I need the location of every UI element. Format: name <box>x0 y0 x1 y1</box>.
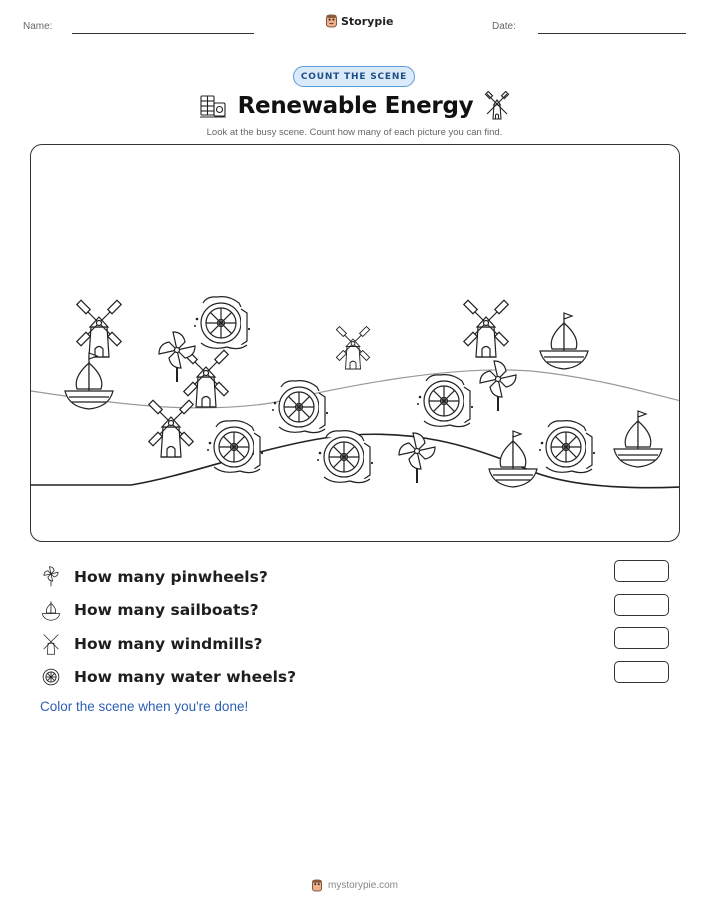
sailboat <box>489 431 537 487</box>
windmill-icon <box>483 91 511 121</box>
water-wheel <box>539 421 595 473</box>
pinwheel <box>480 361 516 411</box>
windmill <box>184 350 228 407</box>
sailboat <box>65 353 113 409</box>
windmill <box>149 400 193 457</box>
pinwheel-icon <box>40 566 62 588</box>
storypie-logo-icon <box>311 879 323 892</box>
scene-box <box>30 144 680 542</box>
water-wheel <box>417 375 473 427</box>
color-note: Color the scene when you're done! <box>40 699 249 714</box>
brand-name: Storypie <box>341 14 394 28</box>
question-text: How many sailboats? <box>74 601 259 620</box>
instructions-text: Look at the busy scene. Count how many of each picture you can find. <box>206 127 503 138</box>
footer-site: mystorypie.com <box>327 880 398 891</box>
windmill <box>77 300 121 357</box>
title-row <box>0 91 709 121</box>
windmill-icon <box>40 633 62 655</box>
water-wheel <box>194 297 250 349</box>
sailboat-icon <box>40 599 62 621</box>
count-the-scene-badge: COUNT THE SCENE <box>293 66 415 87</box>
question-text: How many water wheels? <box>74 668 297 687</box>
question-row-pinwheels <box>40 560 670 594</box>
date-label: Date: <box>492 21 516 32</box>
footer <box>0 879 709 892</box>
answer-box-sailboats[interactable] <box>614 594 669 616</box>
question-row-sailboats <box>40 594 670 628</box>
sailboat <box>614 411 662 467</box>
pinwheel <box>399 433 435 483</box>
question-row-windmills <box>40 627 670 661</box>
question-list <box>40 560 670 694</box>
solar-battery-icon <box>198 92 228 120</box>
water-wheel-icon <box>40 666 62 688</box>
water-wheel <box>272 381 328 433</box>
question-text: How many pinwheels? <box>74 567 268 586</box>
page-title: Renewable Energy <box>237 93 474 119</box>
back-hill-line <box>31 370 680 408</box>
answer-box-water-wheels[interactable] <box>614 661 669 683</box>
brand-logo <box>325 14 393 28</box>
question-row-water-wheels <box>40 661 670 695</box>
question-text: How many windmills? <box>74 634 263 653</box>
answer-box-pinwheels[interactable] <box>614 560 669 582</box>
windmill <box>336 326 369 369</box>
sailboat <box>540 313 588 369</box>
answer-box-windmills[interactable] <box>614 627 669 649</box>
scene-illustration <box>31 145 680 542</box>
name-label: Name: <box>23 21 53 32</box>
windmill <box>464 300 508 357</box>
storypie-logo-icon <box>325 14 338 28</box>
date-field-line[interactable] <box>538 33 686 34</box>
pinwheel <box>159 332 195 382</box>
name-field-line[interactable] <box>72 33 254 34</box>
